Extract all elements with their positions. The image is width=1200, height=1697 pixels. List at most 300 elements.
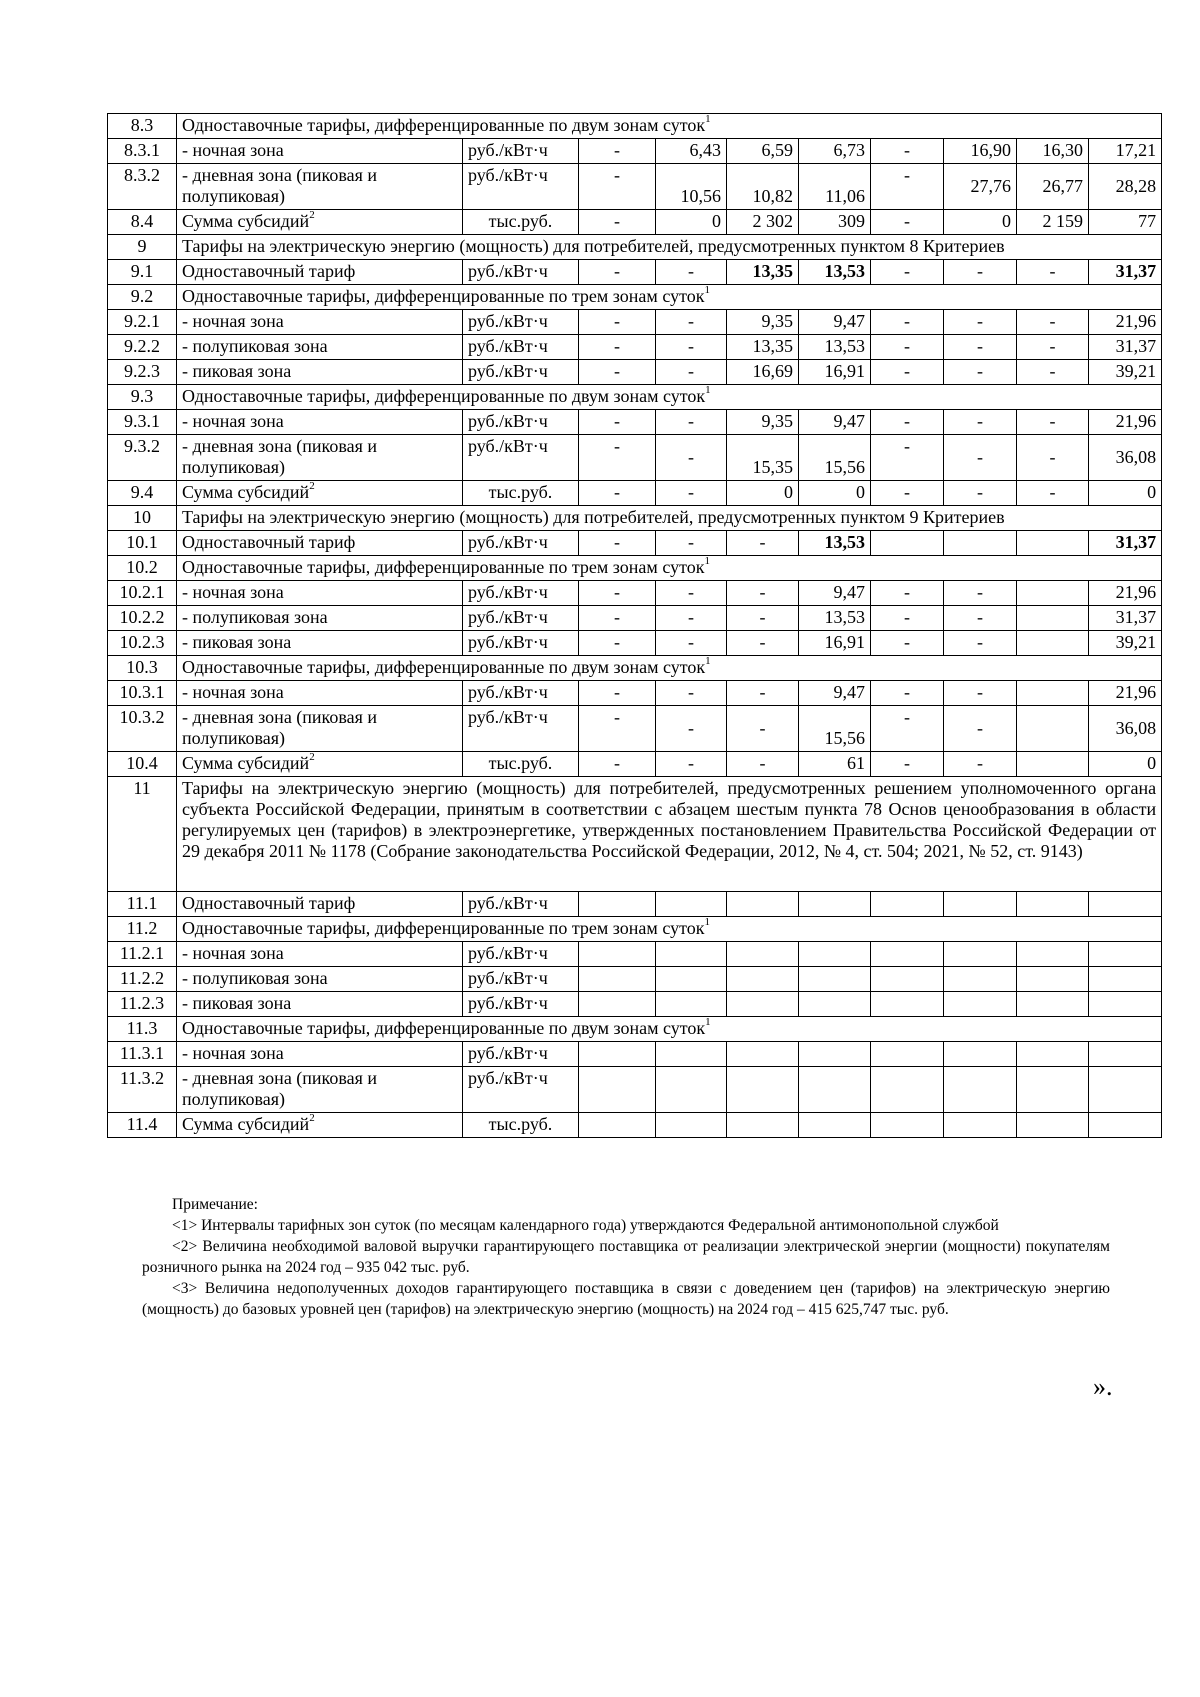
row-unit: руб./кВт·ч (463, 992, 579, 1017)
table-row (108, 164, 1162, 210)
row-name-text: Сумма субсидий (182, 1114, 310, 1134)
row-number: 11.3.2 (108, 1067, 177, 1113)
footnote-marker: 2 (309, 480, 315, 492)
table-row (108, 506, 1162, 531)
value-cell (727, 1113, 799, 1138)
row-name-text: - ночная зона (182, 582, 284, 602)
value-cell: - (1017, 410, 1089, 435)
row-number: 11.3.1 (108, 1042, 177, 1067)
value-cell (799, 942, 871, 967)
value-cell (1017, 752, 1089, 777)
table-row (108, 310, 1162, 335)
value-cell: - (579, 581, 656, 606)
value-cell (944, 992, 1017, 1017)
value-cell (1089, 1042, 1162, 1067)
value-cell: - (1017, 435, 1089, 481)
value-cell: 13,53 (799, 335, 871, 360)
row-name (177, 310, 463, 335)
value-cell: - (944, 606, 1017, 631)
value-cell: - (579, 481, 656, 506)
row-name (177, 531, 463, 556)
row-unit: руб./кВт·ч (463, 706, 579, 752)
value-cell: - (727, 631, 799, 656)
row-name-text: - дневная зона (пиковая и полупиковая) (182, 436, 378, 477)
row-name (177, 1113, 463, 1138)
value-cell (579, 1042, 656, 1067)
value-cell: - (1017, 335, 1089, 360)
section-heading (177, 235, 1162, 260)
value-cell (1089, 942, 1162, 967)
value-cell: 17,21 (1089, 139, 1162, 164)
value-cell (1017, 1042, 1089, 1067)
value-cell: - (727, 752, 799, 777)
value-cell (1017, 967, 1089, 992)
value-cell: - (944, 581, 1017, 606)
value-cell (1017, 892, 1089, 917)
value-cell (656, 992, 727, 1017)
value-cell: 0 (1089, 481, 1162, 506)
value-cell (579, 942, 656, 967)
row-name-text: Сумма субсидий (182, 753, 310, 773)
row-unit: руб./кВт·ч (463, 435, 579, 481)
value-cell: 0 (727, 481, 799, 506)
row-unit: руб./кВт·ч (463, 335, 579, 360)
value-cell (799, 892, 871, 917)
value-cell (944, 942, 1017, 967)
value-cell: 13,53 (799, 606, 871, 631)
value-cell (579, 967, 656, 992)
value-cell (656, 967, 727, 992)
table-row (108, 556, 1162, 581)
value-cell: - (1017, 310, 1089, 335)
value-cell: - (656, 360, 727, 385)
value-cell: - (579, 752, 656, 777)
value-cell (799, 1067, 871, 1113)
value-cell: 0 (944, 210, 1017, 235)
value-cell: 16,91 (799, 360, 871, 385)
value-cell: - (579, 310, 656, 335)
value-cell: - (871, 164, 944, 210)
value-cell: 9,47 (799, 581, 871, 606)
value-cell: 16,90 (944, 139, 1017, 164)
row-unit: руб./кВт·ч (463, 681, 579, 706)
row-name-text: Одноставочный тариф (182, 893, 356, 913)
value-cell (579, 1067, 656, 1113)
closing-quote: ». (1093, 1372, 1113, 1401)
row-number: 11 (108, 777, 177, 892)
note-3: <3> Величина недополученных доходов гарантирующего поставщика в связи с доведением цен (тарифов) на электрическую энергию (мощность) до базовых уровней цен (тарифов) на электрическую энергию (мощность) на 2024 год – 415 625,747 тыс. руб. (142, 1280, 1110, 1318)
row-name (177, 942, 463, 967)
row-unit: тыс.руб. (463, 752, 579, 777)
table-row (108, 385, 1162, 410)
value-cell: - (944, 631, 1017, 656)
value-cell: - (656, 631, 727, 656)
value-cell: 13,53 (799, 531, 871, 556)
row-number: 10.3 (108, 656, 177, 681)
value-cell: 26,77 (1017, 164, 1089, 210)
value-cell: - (944, 360, 1017, 385)
value-cell: 13,53 (799, 260, 871, 285)
value-cell: 0 (656, 210, 727, 235)
row-number: 10 (108, 506, 177, 531)
value-cell (1089, 967, 1162, 992)
table-row (108, 917, 1162, 942)
value-cell: - (656, 681, 727, 706)
notes-section (142, 1194, 1110, 1320)
value-cell: 6,73 (799, 139, 871, 164)
table-row (108, 235, 1162, 260)
value-cell (727, 992, 799, 1017)
row-name (177, 631, 463, 656)
row-number: 11.2.1 (108, 942, 177, 967)
row-number: 11.2 (108, 917, 177, 942)
footnote-marker: 2 (309, 209, 315, 221)
table-row (108, 531, 1162, 556)
table-row (108, 752, 1162, 777)
value-cell: 309 (799, 210, 871, 235)
value-cell: 6,59 (727, 139, 799, 164)
row-name-text: - ночная зона (182, 682, 284, 702)
row-name-text: - полупиковая зона (182, 968, 328, 988)
section-heading-text: Тарифы на электрическую энергию (мощность) для потребителей, предусмотренных пунктом 8 Критериев (182, 236, 1005, 256)
value-cell (871, 942, 944, 967)
value-cell: 31,37 (1089, 606, 1162, 631)
row-number: 10.4 (108, 752, 177, 777)
row-unit: руб./кВт·ч (463, 606, 579, 631)
row-unit: руб./кВт·ч (463, 531, 579, 556)
value-cell: 39,21 (1089, 631, 1162, 656)
footnote-marker: 1 (704, 555, 710, 567)
value-cell: - (871, 581, 944, 606)
value-cell: - (656, 410, 727, 435)
value-cell: 2 302 (727, 210, 799, 235)
row-number: 8.3.1 (108, 139, 177, 164)
value-cell (799, 1113, 871, 1138)
table-row (108, 581, 1162, 606)
row-name-text: - ночная зона (182, 943, 284, 963)
value-cell: - (871, 706, 944, 752)
value-cell: - (579, 435, 656, 481)
note-2: <2> Величина необходимой валовой выручки гарантирующего поставщика от реализации электрической энергии (мощности) покупателям розничного рынка на 2024 год – 935 042 тыс. руб. (142, 1238, 1110, 1276)
row-name-text: - пиковая зона (182, 993, 292, 1013)
value-cell: - (727, 581, 799, 606)
table-row (108, 1042, 1162, 1067)
row-name (177, 260, 463, 285)
value-cell (799, 967, 871, 992)
value-cell: - (944, 310, 1017, 335)
row-name-text: - полупиковая зона (182, 607, 328, 627)
value-cell (871, 992, 944, 1017)
row-number: 8.4 (108, 210, 177, 235)
value-cell: 31,37 (1089, 531, 1162, 556)
section-heading (177, 917, 1162, 942)
value-cell (1017, 581, 1089, 606)
value-cell (944, 531, 1017, 556)
value-cell: - (579, 210, 656, 235)
section-heading-text: Одноставочные тарифы, дифференцированные по двум зонам суток (182, 115, 706, 135)
value-cell (799, 1042, 871, 1067)
value-cell: 9,35 (727, 310, 799, 335)
row-name (177, 481, 463, 506)
value-cell: - (656, 435, 727, 481)
row-number: 10.2.1 (108, 581, 177, 606)
row-number: 11.2.3 (108, 992, 177, 1017)
value-cell: - (579, 606, 656, 631)
value-cell: - (656, 581, 727, 606)
value-cell (1017, 1067, 1089, 1113)
value-cell: - (871, 335, 944, 360)
value-cell (656, 1042, 727, 1067)
table-row (108, 681, 1162, 706)
section-heading (177, 556, 1162, 581)
row-name-text: - пиковая зона (182, 632, 292, 652)
row-number: 10.2 (108, 556, 177, 581)
section-heading-text: Одноставочные тарифы, дифференцированные по двум зонам суток (182, 1018, 706, 1038)
tariff-table-body (108, 114, 1162, 1138)
note-1: <1> Интервалы тарифных зон суток (по месяцам календарного года) утверждаются Федеральной антимонопольной службой (172, 1217, 999, 1234)
row-unit: руб./кВт·ч (463, 892, 579, 917)
row-unit: руб./кВт·ч (463, 360, 579, 385)
value-cell: - (727, 606, 799, 631)
value-cell: 28,28 (1089, 164, 1162, 210)
row-number: 8.3 (108, 114, 177, 139)
value-cell: - (656, 310, 727, 335)
value-cell (579, 1113, 656, 1138)
row-name-text: - дневная зона (пиковая и полупиковая) (182, 165, 378, 206)
row-name (177, 360, 463, 385)
value-cell: - (944, 335, 1017, 360)
value-cell: - (579, 706, 656, 752)
value-cell: - (727, 681, 799, 706)
footnote-marker: 1 (705, 384, 711, 396)
section-heading-text: Одноставочные тарифы, дифференцированные по трем зонам суток (182, 557, 705, 577)
value-cell: - (579, 631, 656, 656)
row-name-text: - дневная зона (пиковая и полупиковая) (182, 1068, 378, 1109)
row-name (177, 1067, 463, 1113)
value-cell (727, 942, 799, 967)
value-cell (944, 967, 1017, 992)
value-cell: - (1017, 360, 1089, 385)
value-cell: - (944, 681, 1017, 706)
value-cell: - (944, 410, 1017, 435)
value-cell: - (871, 310, 944, 335)
value-cell: - (579, 681, 656, 706)
row-unit: тыс.руб. (463, 481, 579, 506)
value-cell: - (1017, 481, 1089, 506)
value-cell (579, 992, 656, 1017)
table-row (108, 631, 1162, 656)
table-row (108, 992, 1162, 1017)
table-row (108, 777, 1162, 892)
row-number: 9.1 (108, 260, 177, 285)
row-number: 9.3.1 (108, 410, 177, 435)
value-cell: 9,35 (727, 410, 799, 435)
value-cell (871, 892, 944, 917)
value-cell (656, 892, 727, 917)
section-heading (177, 1017, 1162, 1042)
row-name (177, 581, 463, 606)
row-unit: руб./кВт·ч (463, 410, 579, 435)
value-cell: - (944, 260, 1017, 285)
row-unit: руб./кВт·ч (463, 1042, 579, 1067)
row-number: 9.2.2 (108, 335, 177, 360)
value-cell: 0 (799, 481, 871, 506)
row-name-text: - пиковая зона (182, 361, 292, 381)
row-number: 11.3 (108, 1017, 177, 1042)
value-cell: - (871, 681, 944, 706)
value-cell: 10,56 (656, 164, 727, 210)
footnote-marker: 1 (705, 113, 711, 125)
row-number: 9 (108, 235, 177, 260)
value-cell: 21,96 (1089, 581, 1162, 606)
row-name (177, 892, 463, 917)
value-cell (944, 1067, 1017, 1113)
value-cell (871, 531, 944, 556)
row-name (177, 210, 463, 235)
row-name (177, 992, 463, 1017)
value-cell: - (656, 752, 727, 777)
value-cell: 39,21 (1089, 360, 1162, 385)
section-heading (177, 777, 1162, 892)
row-number: 11.1 (108, 892, 177, 917)
value-cell: - (656, 706, 727, 752)
value-cell (1017, 606, 1089, 631)
value-cell: - (871, 606, 944, 631)
table-row (108, 656, 1162, 681)
section-heading-text: Тарифы на электрическую энергию (мощность) для потребителей, предусмотренных пунктом 9 Критериев (182, 507, 1005, 527)
value-cell: - (656, 260, 727, 285)
section-heading-text: Тарифы на электрическую энергию (мощность) для потребителей, предусмотренных решением уполномоченного органа субъекта Российской Федерации, принятым в соответствии с абзацем шестым пункта 78 Основ ценообразования в области регулируемых цен (тарифов) в электроэнергетике, утвержденных постановлением Правительства Российской Федерации от 29 декабря 2011 № 1178 (Собрание законодательства Российской Федерации, 2012, № 4, ст. 504; 2021, № 52, ст. 9143) (182, 778, 1157, 861)
value-cell: - (579, 360, 656, 385)
section-heading-text: Одноставочные тарифы, дифференцированные по трем зонам суток (182, 286, 705, 306)
value-cell: - (656, 606, 727, 631)
value-cell: - (727, 531, 799, 556)
section-heading (177, 506, 1162, 531)
value-cell: 15,56 (799, 706, 871, 752)
value-cell: 16,91 (799, 631, 871, 656)
section-heading (177, 114, 1162, 139)
section-heading-text: Одноставочные тарифы, дифференцированные по трем зонам суток (182, 918, 705, 938)
value-cell: 21,96 (1089, 681, 1162, 706)
table-row (108, 360, 1162, 385)
table-row (108, 1017, 1162, 1042)
value-cell: 61 (799, 752, 871, 777)
value-cell: 36,08 (1089, 706, 1162, 752)
value-cell: 77 (1089, 210, 1162, 235)
value-cell: 13,35 (727, 335, 799, 360)
row-name (177, 410, 463, 435)
value-cell (1089, 892, 1162, 917)
value-cell (871, 1067, 944, 1113)
value-cell: 27,76 (944, 164, 1017, 210)
value-cell: - (656, 531, 727, 556)
value-cell (656, 1067, 727, 1113)
row-number: 10.2.3 (108, 631, 177, 656)
value-cell (727, 1067, 799, 1113)
value-cell: - (871, 260, 944, 285)
value-cell: - (1017, 260, 1089, 285)
value-cell (727, 892, 799, 917)
value-cell: 15,56 (799, 435, 871, 481)
value-cell (1017, 992, 1089, 1017)
table-row (108, 114, 1162, 139)
value-cell: - (656, 481, 727, 506)
value-cell: - (944, 752, 1017, 777)
row-name-text: - ночная зона (182, 140, 284, 160)
table-row (108, 942, 1162, 967)
row-unit: руб./кВт·ч (463, 631, 579, 656)
row-number: 9.2 (108, 285, 177, 310)
tariff-table (107, 113, 1162, 1138)
row-unit: тыс.руб. (463, 210, 579, 235)
section-heading-text: Одноставочные тарифы, дифференцированные по двум зонам суток (182, 386, 706, 406)
table-row (108, 481, 1162, 506)
value-cell: 10,82 (727, 164, 799, 210)
value-cell: 16,30 (1017, 139, 1089, 164)
row-unit: тыс.руб. (463, 1113, 579, 1138)
row-name-text: - дневная зона (пиковая и полупиковая) (182, 707, 378, 748)
row-name (177, 681, 463, 706)
row-number: 10.3.2 (108, 706, 177, 752)
section-heading (177, 656, 1162, 681)
value-cell: 21,96 (1089, 310, 1162, 335)
value-cell (656, 1113, 727, 1138)
row-name-text: - ночная зона (182, 311, 284, 331)
value-cell (799, 992, 871, 1017)
table-row (108, 1113, 1162, 1138)
row-name (177, 335, 463, 360)
row-name (177, 1042, 463, 1067)
value-cell (1017, 631, 1089, 656)
row-name (177, 752, 463, 777)
row-number: 8.3.2 (108, 164, 177, 210)
table-row (108, 892, 1162, 917)
row-name (177, 706, 463, 752)
table-row (108, 706, 1162, 752)
row-unit: руб./кВт·ч (463, 164, 579, 210)
value-cell (944, 892, 1017, 917)
value-cell: 31,37 (1089, 335, 1162, 360)
row-unit: руб./кВт·ч (463, 942, 579, 967)
row-number: 9.4 (108, 481, 177, 506)
value-cell: 9,47 (799, 681, 871, 706)
notes-title: Примечание: (172, 1196, 258, 1213)
row-number: 9.3.2 (108, 435, 177, 481)
value-cell: - (871, 410, 944, 435)
row-unit: руб./кВт·ч (463, 139, 579, 164)
row-number: 9.2.3 (108, 360, 177, 385)
row-name (177, 139, 463, 164)
table-row (108, 1067, 1162, 1113)
row-name (177, 606, 463, 631)
table-row (108, 210, 1162, 235)
value-cell: - (871, 631, 944, 656)
value-cell: - (944, 435, 1017, 481)
footnote-marker: 1 (704, 916, 710, 928)
footnote-marker: 1 (705, 655, 711, 667)
row-name-text: - полупиковая зона (182, 336, 328, 356)
section-heading (177, 385, 1162, 410)
value-cell: 2 159 (1017, 210, 1089, 235)
value-cell: 13,35 (727, 260, 799, 285)
table-row (108, 285, 1162, 310)
value-cell (871, 1042, 944, 1067)
table-row (108, 260, 1162, 285)
value-cell (727, 967, 799, 992)
row-unit: руб./кВт·ч (463, 310, 579, 335)
footnote-marker: 2 (309, 751, 315, 763)
row-name-text: Сумма субсидий (182, 482, 310, 502)
